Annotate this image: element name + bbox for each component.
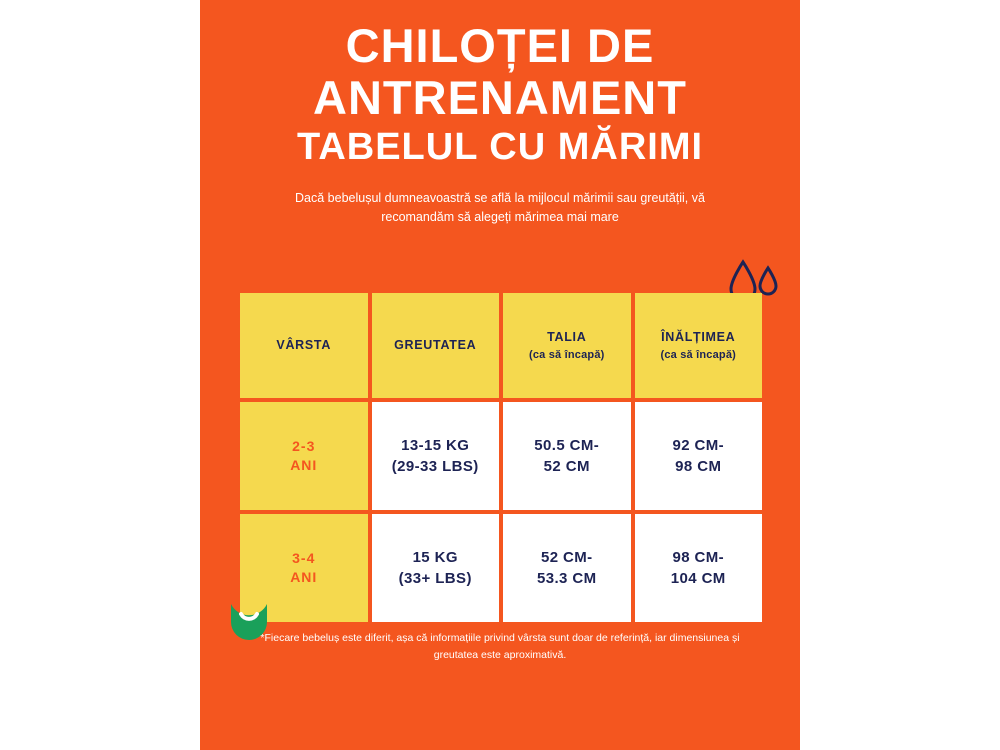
page-title-line-1: CHILOȚEI DE bbox=[345, 19, 655, 72]
cell-age bbox=[240, 402, 368, 510]
table-row bbox=[240, 402, 762, 510]
column-header-age bbox=[240, 293, 368, 398]
table-header-row bbox=[240, 293, 762, 398]
cell-weight-line1: 15 KG bbox=[412, 549, 458, 566]
cell-waist bbox=[503, 514, 631, 622]
cell-height-line1: 98 CM- bbox=[672, 549, 725, 566]
cell-height-line2: 104 CM bbox=[670, 570, 726, 587]
cell-weight bbox=[372, 514, 500, 622]
cell-waist bbox=[503, 402, 631, 510]
size-table bbox=[236, 289, 766, 626]
cell-age-line2: ANI bbox=[290, 457, 318, 473]
cell-waist-line1: 50.5 CM- bbox=[534, 437, 600, 454]
cell-age-line2: ANI bbox=[290, 569, 318, 585]
cell-weight-line2: (29-33 LBS) bbox=[391, 458, 479, 475]
table-row bbox=[240, 514, 762, 622]
page-title-line-2: ANTRENAMENT bbox=[313, 70, 687, 124]
column-header-waist-sub: (ca să încapă) bbox=[528, 348, 605, 361]
cell-height bbox=[635, 514, 763, 622]
column-header-waist bbox=[503, 293, 631, 398]
column-header-height bbox=[635, 293, 763, 398]
cell-weight-line1: 13-15 KG bbox=[401, 437, 470, 454]
column-header-height-label: ÎNĂLȚIMEA bbox=[661, 329, 736, 344]
footnote-text: *Fiecare bebeluș este diferit, așa că informațiile privind vârsta sunt doar de referință, iar dimensiunea și greutatea este aproximativă. bbox=[260, 632, 740, 661]
column-header-height-sub: (ca să încapă) bbox=[660, 348, 737, 361]
cell-waist-line2: 52 CM bbox=[543, 458, 590, 475]
column-header-weight-label: GREUTATEA bbox=[394, 338, 477, 353]
cell-age-line1: 2-3 bbox=[292, 438, 316, 455]
cell-waist-line2: 53.3 CM bbox=[537, 570, 597, 587]
column-header-waist-label: TALIA bbox=[547, 329, 587, 344]
cell-height-line2: 98 CM bbox=[675, 458, 722, 475]
cell-waist-line1: 52 CM- bbox=[540, 549, 593, 566]
cell-height-line1: 92 CM- bbox=[672, 437, 725, 454]
column-header-weight bbox=[372, 293, 500, 398]
cell-height bbox=[635, 402, 763, 510]
page-title-line-3: TABELUL CU MĂRIMI bbox=[296, 125, 704, 168]
column-header-age-label: VÂRSTA bbox=[276, 338, 332, 353]
cell-weight bbox=[372, 402, 500, 510]
size-table-container bbox=[236, 289, 766, 626]
size-chart-poster bbox=[200, 0, 800, 750]
cell-age-line1: 3-4 bbox=[292, 550, 316, 567]
poster-heading bbox=[200, 0, 800, 227]
poster-subtitle: Dacă bebelușul dumneavoastră se află la mijlocul mărimii sau greutății, vă recomandăm să alegeți mărimea mai mare bbox=[295, 190, 705, 224]
cell-weight-line2: (33+ LBS) bbox=[398, 570, 472, 587]
